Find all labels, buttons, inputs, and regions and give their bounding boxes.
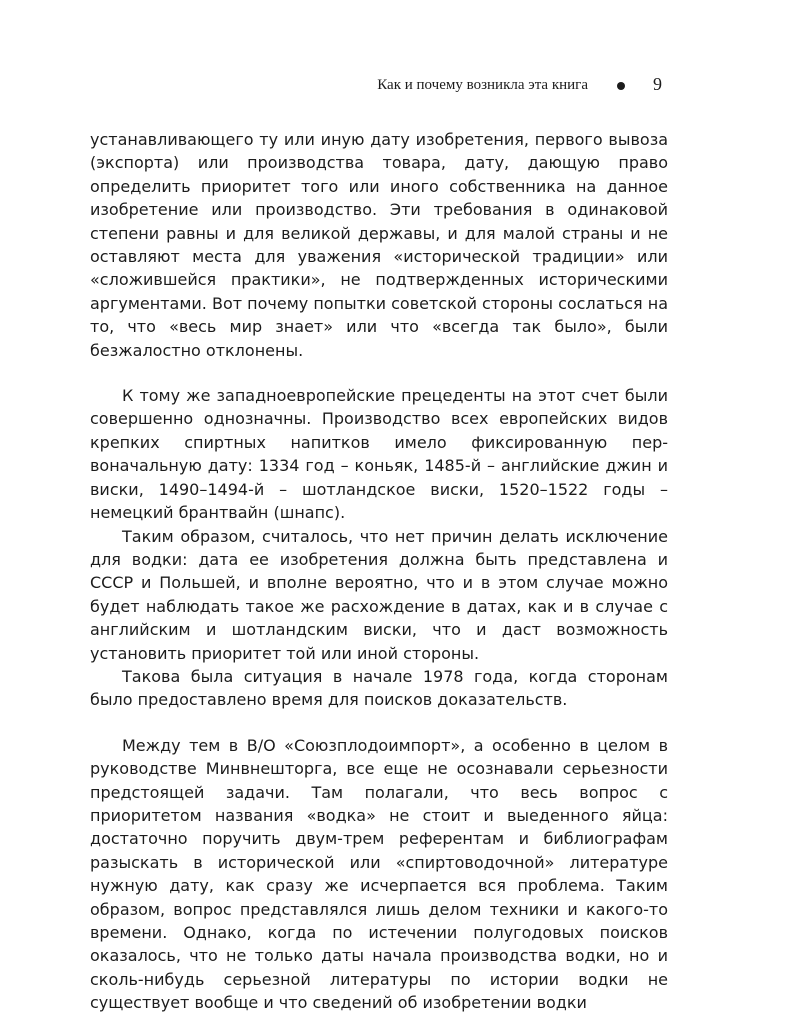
paragraph-continuation: устанавливающего ту или иную дату изобретения, первого вывоза (экспорта) или производства товара, дату, дающую право определить приоритет того или иного собственника на данное изобретение или производство. Эти требования в одинаковой степени равны и для великой державы, и для малой страны и не оставляют места для уважения «исторической традиции» или «сложившейся практики», не подтвержденных историческими аргументами. Вот почему попытки советской стороны сослаться на то, что «весь мир знает» или что «всегда так было», были безжалостно отклонены.: [90, 130, 669, 360]
paragraph-no-exception: Таким образом, считалось, что нет причин делать исключение для водки: дата ее изобретения должна быть представлена и СССР и Польшей, и вполне вероятно, что и в этом случае можно будет наблюдать такое же расхождение в датах, как и в случае с английским и шотландским виски, что и даст возможность установить приоритет той или иной стороны.: [90, 526, 668, 663]
paragraph-soyuzplodoimport: Между тем в В/О «Союзплодоимпорт», а особенно в целом в руководстве Минвнешторга, все еще не осознавали серьезности предстоящей задачи. Там полагали, что весь вопрос с приоритетом названия «водка» не стоит и выеденного яйца: достаточно поручить двум-трем референтам и библиографам разыскать в исторической или «спиртоводочной» литературе нужную дату, как сразу же исчерпается вся проблема. Таким образом, вопрос представлялся лишь делом техники и какого-то времени. Однако, когда по истечении полугодовых поисков оказалось, что не только даты начала производства водки, но и сколь-нибудь серьезной литературы по истории водки не существует вообще и что сведений об изобретении водки: [90, 735, 668, 1013]
body-text: [90, 128, 668, 1015]
paragraph-situation-1978: Такова была ситуация в начале 1978 года, когда сторонам было предоставлено время для поисков доказательств.: [90, 666, 668, 710]
bullet-separator-icon: [617, 82, 625, 90]
running-head: [90, 74, 668, 98]
chapter-title: Как и почему возникла эта книга: [377, 77, 588, 93]
paragraph-precedents: К тому же западноевропейские прецеденты на этот счет были совершенно однозначны. Производство всех европейских видов крепких спиртных напитков имело фиксированную первоначальную дату: 1334 год – коньяк, 1485-й – английские джин и виски, 1490–1494-й – шотландское виски, 1520–1522 годы – немецкий брантвайн (шнапс).: [90, 386, 668, 523]
page-number: 9: [653, 74, 662, 94]
